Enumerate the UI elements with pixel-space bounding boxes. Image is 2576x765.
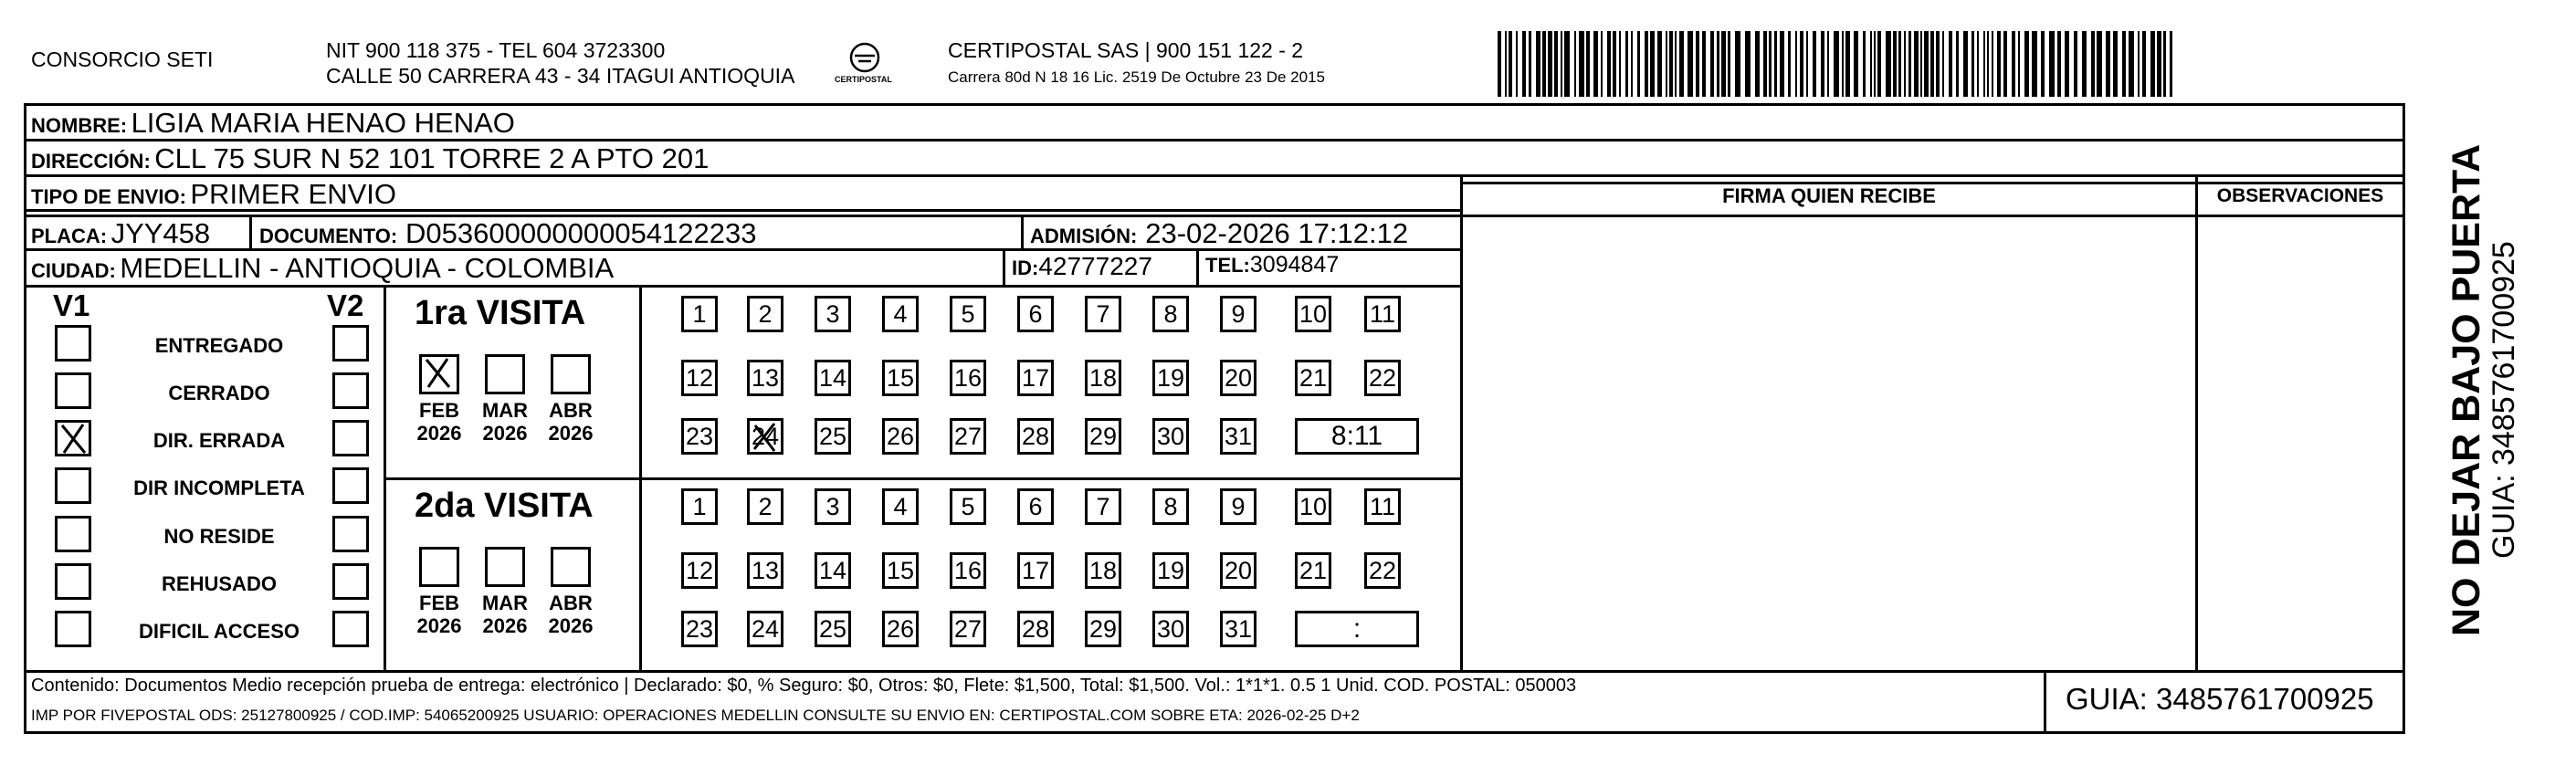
day-box[interactable]: 9	[1220, 488, 1256, 525]
day-box[interactable]: 29	[1085, 611, 1121, 647]
day-box[interactable]: 4	[882, 296, 919, 332]
day-box[interactable]: 29	[1085, 418, 1121, 455]
documento-label: DOCUMENTO:	[259, 225, 398, 247]
day-box[interactable]: 8	[1152, 296, 1189, 332]
v2-checkbox[interactable]	[332, 516, 369, 552]
day-box[interactable]: 9	[1220, 296, 1256, 332]
address-line: CALLE 50 CARRERA 43 - 34 ITAGUI ANTIOQUIA	[326, 64, 795, 88]
month-checkbox[interactable]	[419, 354, 459, 394]
day-box[interactable]: 7	[1085, 488, 1121, 525]
side-guia: GUIA: 3485761700925	[2487, 241, 2521, 559]
day-box[interactable]: 25	[815, 418, 851, 455]
v2-checkbox[interactable]	[332, 420, 369, 456]
day-box[interactable]: 16	[950, 552, 986, 589]
day-box[interactable]: 26	[882, 418, 919, 455]
day-box[interactable]: 31	[1220, 611, 1256, 647]
status-label: NO RESIDE	[163, 525, 275, 548]
day-box[interactable]: 6	[1017, 296, 1054, 332]
placa-value: JYY458	[110, 217, 211, 249]
month-checkbox[interactable]	[551, 547, 591, 587]
year-label: 2026	[482, 422, 528, 445]
day-box[interactable]: 31	[1220, 418, 1256, 455]
admision-label: ADMISIÓN:	[1030, 225, 1138, 247]
year-label: 2026	[548, 614, 594, 637]
admision-value: 23-02-2026 17:12:12	[1145, 217, 1409, 249]
v1-checkbox[interactable]	[55, 563, 91, 600]
month-label: ABR	[549, 592, 593, 614]
day-box[interactable]: 3	[815, 296, 851, 332]
day-box[interactable]: 8	[1152, 488, 1189, 525]
nombre-label: NOMBRE:	[31, 114, 128, 137]
observaciones-header: OBSERVACIONES	[2216, 185, 2384, 206]
v1-checkbox[interactable]	[55, 372, 91, 409]
day-box[interactable]: 18	[1085, 552, 1121, 589]
day-box[interactable]: 4	[882, 488, 919, 525]
v2-label: V2	[327, 288, 364, 322]
day-box[interactable]: 23	[681, 418, 718, 455]
day-box[interactable]: 15	[882, 552, 919, 589]
certipostal-logo	[831, 40, 899, 91]
day-box[interactable]: 20	[1220, 552, 1256, 589]
day-box[interactable]: 5	[950, 488, 986, 525]
day-box[interactable]: 10	[1295, 296, 1331, 332]
month-checkbox[interactable]	[419, 547, 459, 587]
day-box[interactable]: 27	[950, 418, 986, 455]
day-box[interactable]: 24	[747, 418, 783, 455]
documento-value: D053600000000054122233	[405, 217, 757, 249]
day-box[interactable]: 21	[1295, 552, 1331, 589]
day-box[interactable]: 30	[1152, 418, 1189, 455]
day-box[interactable]: 13	[747, 552, 783, 589]
day-box[interactable]: 12	[681, 360, 718, 396]
tel-label: TEL:	[1205, 254, 1250, 277]
day-box[interactable]: 11	[1364, 296, 1401, 332]
nit-line: NIT 900 118 375 - TEL 604 3723300	[326, 38, 666, 62]
side-warning: NO DEJAR BAJO PUERTA	[2445, 143, 2488, 636]
direccion-value: CLL 75 SUR N 52 101 TORRE 2 A PTO 201	[154, 142, 710, 174]
barcode	[1498, 31, 2178, 97]
day-box[interactable]: 25	[815, 611, 851, 647]
day-box[interactable]: 17	[1017, 360, 1054, 396]
status-label: DIR. ERRADA	[152, 429, 286, 452]
v1-checkbox[interactable]	[55, 467, 91, 504]
day-box[interactable]: 22	[1364, 552, 1401, 589]
day-box[interactable]: 15	[882, 360, 919, 396]
day-box[interactable]: 28	[1017, 418, 1054, 455]
year-label: 2026	[416, 614, 462, 637]
time-box[interactable]	[1295, 418, 1419, 455]
day-box[interactable]: 17	[1017, 552, 1054, 589]
day-box[interactable]: 1	[681, 296, 718, 332]
time-value: 8:11	[1330, 421, 1383, 451]
v1-checkbox[interactable]	[55, 516, 91, 552]
day-box[interactable]: 24	[747, 611, 783, 647]
v2-checkbox[interactable]	[332, 467, 369, 504]
day-box[interactable]: 6	[1017, 488, 1054, 525]
certipostal-line: CERTIPOSTAL SAS | 900 151 122 - 2	[948, 38, 1304, 62]
day-box[interactable]: 22	[1364, 360, 1401, 396]
year-label: 2026	[482, 614, 528, 637]
day-box[interactable]: 14	[815, 552, 851, 589]
day-box[interactable]: 28	[1017, 611, 1054, 647]
day-box[interactable]: 2	[747, 296, 783, 332]
first-visit-title: 1ra VISITA	[415, 294, 586, 332]
footer-line-1: Contenido: Documentos Medio recepción prueba de entrega: electrónico | Declarado: $0, % Seguro: $0, Otros: $0, Flete: $1,500, Total: $1,500. Vol.: 1*1*1. 0.5 1 Unid. COD. POSTAL: 050003	[31, 676, 1577, 696]
month-checkbox[interactable]	[485, 354, 525, 394]
v1-label: V1	[53, 288, 90, 322]
day-box[interactable]: 3	[815, 488, 851, 525]
firma-header: FIRMA QUIEN RECIBE	[1722, 184, 1936, 207]
day-box[interactable]: 7	[1085, 296, 1121, 332]
year-label: 2026	[416, 422, 462, 445]
logo-text: CERTIPOSTAL	[835, 75, 892, 84]
status-label: ENTREGADO	[154, 334, 284, 357]
month-checkbox[interactable]	[551, 354, 591, 394]
time-box[interactable]	[1295, 611, 1419, 647]
day-box[interactable]: 12	[681, 552, 718, 589]
footer-line-2: IMP POR FIVEPOSTAL ODS: 25127800925 / COD.IMP: 54065200925 USUARIO: OPERACIONES MEDELLIN CONSULTE SU ENVIO EN: CERTIPOSTAL.COM SOBRE ETA: 2026-02-25 D+2	[31, 707, 1360, 724]
month-checkbox[interactable]	[485, 547, 525, 587]
footer-guia: GUIA: 3485761700925	[2066, 682, 2374, 716]
day-box[interactable]: 19	[1152, 552, 1189, 589]
v2-checkbox[interactable]	[332, 325, 369, 362]
day-box[interactable]: 13	[747, 360, 783, 396]
day-box[interactable]: 18	[1085, 360, 1121, 396]
status-label: REHUSADO	[162, 572, 277, 595]
month-label: FEB	[419, 399, 459, 422]
second-visit-title: 2da VISITA	[415, 487, 594, 525]
day-box[interactable]: 21	[1295, 360, 1331, 396]
v1-checkbox[interactable]	[55, 420, 91, 456]
day-box[interactable]: 1	[681, 488, 718, 525]
ciudad-value: MEDELLIN - ANTIOQUIA - COLOMBIA	[120, 252, 615, 284]
v1-checkbox[interactable]	[55, 611, 91, 647]
company-name: CONSORCIO SETI	[31, 47, 214, 71]
v2-checkbox[interactable]	[332, 563, 369, 600]
v2-checkbox[interactable]	[332, 372, 369, 409]
month-label: MAR	[481, 399, 529, 422]
status-label: DIFICIL ACCESO	[138, 620, 300, 643]
day-box[interactable]: 19	[1152, 360, 1189, 396]
direccion-label: DIRECCIÓN:	[31, 150, 151, 173]
day-box[interactable]: 14	[815, 360, 851, 396]
v2-checkbox[interactable]	[332, 611, 369, 647]
ciudad-label: CIUDAD:	[31, 259, 116, 282]
day-box[interactable]: 5	[950, 296, 986, 332]
license-line: Carrera 80d N 18 16 Lic. 2519 De Octubre 23 De 2015	[948, 68, 1325, 86]
day-box[interactable]: 2	[747, 488, 783, 525]
day-box[interactable]: 23	[681, 611, 718, 647]
tel-value: 3094847	[1249, 252, 1340, 278]
day-box[interactable]: 16	[950, 360, 986, 396]
placa-label: PLACA:	[31, 225, 108, 247]
day-box[interactable]: 20	[1220, 360, 1256, 396]
time-value: :	[1352, 613, 1362, 644]
nombre-value: LIGIA MARIA HENAO HENAO	[131, 107, 515, 139]
tipo-label: TIPO DE ENVIO:	[31, 185, 186, 208]
id-value: 42777227	[1038, 252, 1152, 280]
year-label: 2026	[548, 422, 594, 445]
id-label: ID:	[1012, 257, 1039, 279]
status-label: CERRADO	[168, 382, 270, 404]
v1-checkbox[interactable]	[55, 325, 91, 362]
day-box[interactable]: 11	[1364, 488, 1401, 525]
day-box[interactable]: 30	[1152, 611, 1189, 647]
month-label: MAR	[481, 592, 529, 614]
day-box[interactable]: 10	[1295, 488, 1331, 525]
month-label: ABR	[549, 399, 593, 422]
day-box[interactable]: 27	[950, 611, 986, 647]
day-box[interactable]: 26	[882, 611, 919, 647]
tipo-value: PRIMER ENVIO	[190, 178, 397, 210]
status-label: DIR INCOMPLETA	[133, 477, 305, 499]
month-label: FEB	[419, 592, 459, 614]
